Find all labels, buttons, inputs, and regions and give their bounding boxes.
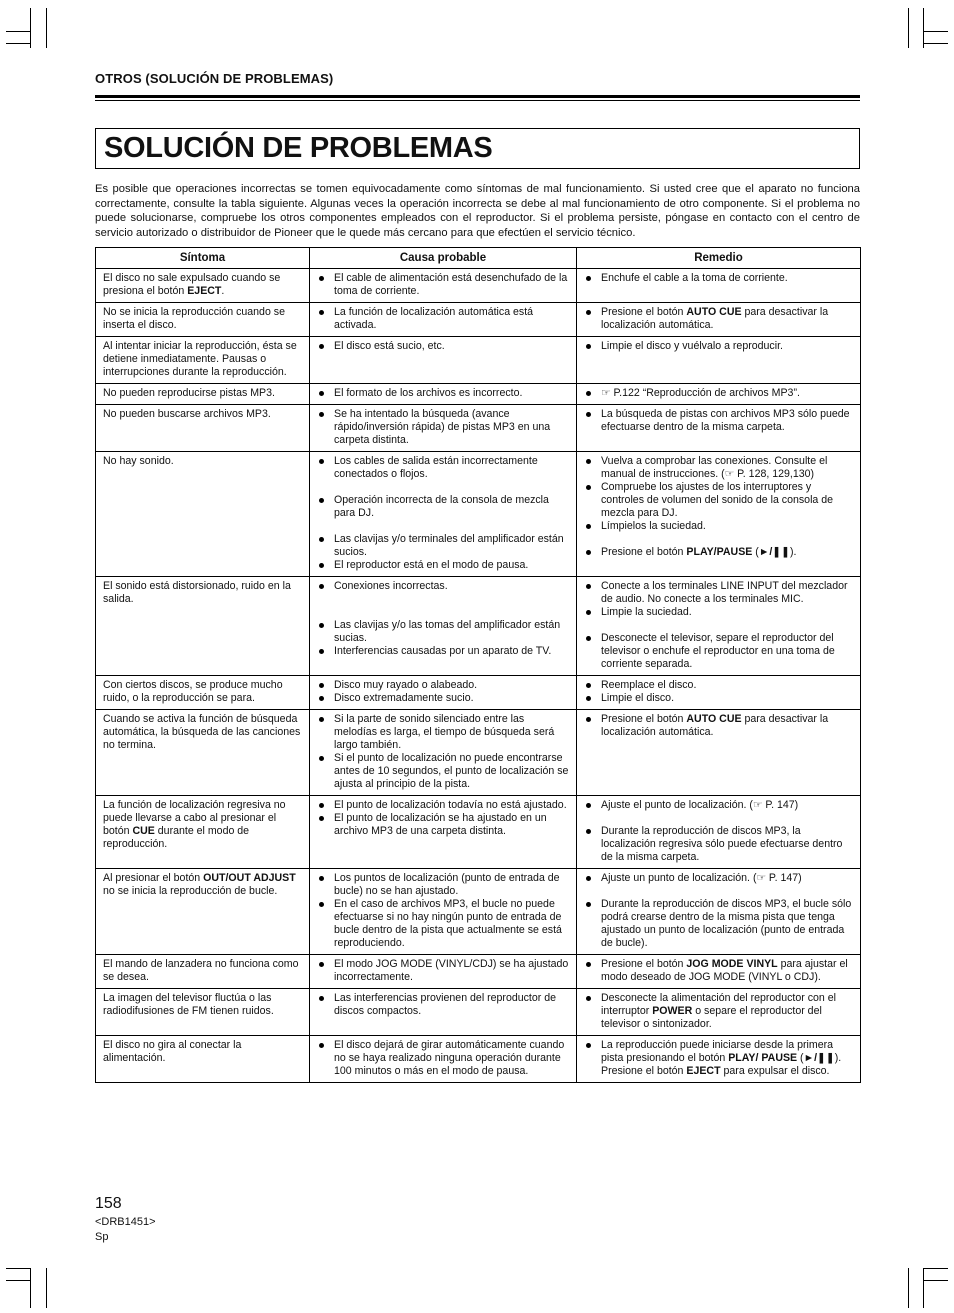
bold-text: PLAY/ PAUSE xyxy=(728,1052,798,1064)
cause-item xyxy=(317,408,570,447)
remedy-item xyxy=(584,799,854,812)
text-segment: El disco no gira al conectar la alimentación. xyxy=(103,1039,242,1064)
bold-text: POWER xyxy=(652,1005,693,1017)
remedy-item xyxy=(584,580,854,606)
crop-mark xyxy=(30,8,31,48)
text-segment: Enchufe el cable a la toma de corriente. xyxy=(601,272,788,284)
intro-paragraph: Es posible que operaciones incorrectas se tomen equivocadamente como síntomas de mal funcionamiento. Si usted cree que el aparato no funciona correctamente, consulte la tabla siguiente. Algunas veces la operación incorrecta se debe al mal funcionamiento de otro componente. Si el problema no puede solucionarse, compruebe los otros componentes empleados con el reproductor. Si el problema persiste, póngase en contacto con el centro de servicio autorizado o distribuidor de Pioneer que le quede más cercano para que efectúen el servicio técnico. xyxy=(95,183,860,239)
text-segment: Disco muy rayado o alabeado. xyxy=(334,679,478,691)
remedy-cell xyxy=(577,269,861,303)
cause-item xyxy=(317,958,570,984)
remedy-item xyxy=(584,958,854,984)
text-segment: El reproductor está en el modo de pausa. xyxy=(334,559,529,571)
text-segment: Operación incorrecta de la consola de mezcla para DJ. xyxy=(334,494,549,519)
cause-item xyxy=(317,306,570,332)
cause-list xyxy=(317,872,570,950)
cause-cell xyxy=(310,989,577,1036)
remedy-list xyxy=(584,387,854,400)
text-segment: para desactivar la localización automática. xyxy=(601,306,829,331)
cause-list xyxy=(317,580,570,658)
remedy-list xyxy=(584,799,854,864)
text-segment: No pueden buscarse archivos MP3. xyxy=(103,408,271,420)
remedy-list xyxy=(584,1039,854,1078)
text-segment: Al presionar el botón xyxy=(103,872,204,884)
table-row xyxy=(96,303,861,337)
text-segment: Ajuste el punto de localización. (☞ P. 147) xyxy=(601,799,799,811)
remedy-item xyxy=(584,340,854,353)
table-row xyxy=(96,269,861,303)
cause-cell xyxy=(310,577,577,676)
text-segment: Desconecte la alimentación del reproductor con el interruptor xyxy=(601,992,836,1017)
table-row xyxy=(96,796,861,869)
table-body xyxy=(96,269,861,1083)
text-segment: Compruebe los ajustes de los interruptores y controles de volumen del sonido de la consola de mezcla para DJ. xyxy=(601,481,834,519)
remedy-item xyxy=(584,992,854,1031)
cause-cell xyxy=(310,384,577,405)
text-segment: La reproducción puede iniciarse desde la primera pista presionando el botón xyxy=(601,1039,834,1064)
symptom-cell xyxy=(96,577,310,676)
crop-mark xyxy=(908,1268,909,1308)
table-header-row xyxy=(96,248,861,269)
remedy-item xyxy=(584,520,854,533)
bold-text: PLAY/PAUSE xyxy=(686,546,753,558)
remedy-cell xyxy=(577,303,861,337)
bold-text: OUT/OUT ADJUST xyxy=(203,872,296,884)
text-segment: ( xyxy=(752,546,759,558)
crop-mark xyxy=(923,1268,924,1308)
bold-text: JOG MODE VINYL xyxy=(686,958,778,970)
cause-item xyxy=(317,533,570,559)
text-segment: Ajuste un punto de localización. (☞ P. 147) xyxy=(601,872,802,884)
symptom-cell xyxy=(96,710,310,796)
remedy-item xyxy=(584,632,854,671)
cause-item xyxy=(317,494,570,520)
remedy-item xyxy=(584,481,854,520)
symptom-cell xyxy=(96,676,310,710)
remedy-item xyxy=(584,872,854,885)
text-segment: Si la parte de sonido silenciado entre las melodías es larga, el tiempo de búsqueda será largo también. xyxy=(334,713,555,751)
document-code: <DRB1451> xyxy=(95,1216,156,1228)
text-segment: Si el punto de localización no puede encontrarse antes de 10 segundos, el punto de localización se ajusta al principio de la pista. xyxy=(334,752,569,790)
cause-item xyxy=(317,872,570,898)
cause-item xyxy=(317,619,570,645)
cause-item xyxy=(317,992,570,1018)
cause-item xyxy=(317,1039,570,1078)
column-header-symptom: Síntoma xyxy=(96,248,310,269)
remedy-list xyxy=(584,992,854,1031)
crop-mark xyxy=(6,1268,30,1269)
cause-item xyxy=(317,898,570,950)
bold-text: AUTO CUE xyxy=(686,306,742,318)
text-segment: El disco está sucio, etc. xyxy=(334,340,445,352)
remedy-item xyxy=(584,825,854,864)
remedy-item xyxy=(584,692,854,705)
remedy-list xyxy=(584,455,854,559)
text-segment: Presione el botón xyxy=(601,306,687,318)
text-segment: durante el modo de reproducción. xyxy=(103,825,250,850)
cause-list xyxy=(317,272,570,298)
text-segment: El disco dejará de girar automáticamente cuando no se haya realizado ninguna operación durante 100 minutos o más en el modo de pausa. xyxy=(334,1039,565,1077)
text-segment: No se inicia la reproducción cuando se inserta el disco. xyxy=(103,306,285,331)
remedy-cell xyxy=(577,384,861,405)
text-segment: Límpielos la suciedad. xyxy=(601,520,706,532)
remedy-list xyxy=(584,958,854,984)
remedy-item xyxy=(584,898,854,950)
symptom-cell xyxy=(96,384,310,405)
cause-item xyxy=(317,272,570,298)
remedy-cell xyxy=(577,405,861,452)
crop-mark xyxy=(46,1268,47,1308)
remedy-item xyxy=(584,272,854,285)
language-code: Sp xyxy=(95,1231,109,1243)
text-segment: Con ciertos discos, se produce mucho ruido, o la reproducción se para. xyxy=(103,679,283,704)
remedy-item xyxy=(584,713,854,739)
text-segment: ☞ P.122 “Reproducción de archivos MP3”. xyxy=(601,387,800,399)
cause-item xyxy=(317,692,570,705)
cause-list xyxy=(317,340,570,353)
cause-list xyxy=(317,958,570,984)
cause-cell xyxy=(310,405,577,452)
cause-item xyxy=(317,580,570,593)
crop-mark xyxy=(908,8,909,48)
text-segment: El mando de lanzadera no funciona como se desea. xyxy=(103,958,299,983)
remedy-list xyxy=(584,679,854,705)
text-segment: no se inicia la reproducción de bucle. xyxy=(103,885,278,897)
text-segment: Durante la reproducción de discos MP3, la localización regresiva sólo puede efectuarse dentro de la misma carpeta. xyxy=(601,825,843,863)
remedy-item xyxy=(584,455,854,481)
text-segment: Limpie la suciedad. xyxy=(601,606,692,618)
bold-text: EJECT xyxy=(187,285,222,297)
cause-cell xyxy=(310,1036,577,1083)
text-segment: ). xyxy=(790,546,797,558)
column-header-remedy: Remedio xyxy=(577,248,861,269)
symptom-cell xyxy=(96,405,310,452)
remedy-cell xyxy=(577,452,861,577)
crop-mark xyxy=(924,43,948,44)
text-segment: La función de localización automática está activada. xyxy=(334,306,534,331)
crop-mark xyxy=(46,8,47,48)
text-segment: Las clavijas y/o terminales del amplificador están sucios. xyxy=(334,533,564,558)
cause-cell xyxy=(310,337,577,384)
text-segment: Las clavijas y/o las tomas del amplificador están sucias. xyxy=(334,619,561,644)
remedy-item xyxy=(584,408,854,434)
cause-list xyxy=(317,408,570,447)
cause-item xyxy=(317,340,570,353)
cause-list xyxy=(317,1039,570,1078)
page-title-box xyxy=(95,128,860,169)
table-row xyxy=(96,405,861,452)
symptom-cell xyxy=(96,452,310,577)
bold-text: CUE xyxy=(132,825,155,837)
cause-cell xyxy=(310,676,577,710)
troubleshooting-table xyxy=(95,247,861,1083)
text-segment: ( xyxy=(797,1052,804,1064)
symptom-cell xyxy=(96,1036,310,1083)
table-row xyxy=(96,955,861,989)
text-segment: Disco extremadamente sucio. xyxy=(334,692,474,704)
cause-list xyxy=(317,455,570,572)
cause-list xyxy=(317,387,570,400)
table-row xyxy=(96,710,861,796)
text-segment: La imagen del televisor fluctúa o las radiodifusiones de FM tienen ruidos. xyxy=(103,992,274,1017)
bold-text: AUTO CUE xyxy=(686,713,742,725)
cause-item xyxy=(317,559,570,572)
text-segment: El disco no sale expulsado cuando se presiona el botón xyxy=(103,272,281,297)
cause-item xyxy=(317,752,570,791)
remedy-list xyxy=(584,872,854,950)
text-segment: El sonido está distorsionado, ruido en la salida. xyxy=(103,580,291,605)
text-segment: Presione el botón xyxy=(601,958,687,970)
cause-list xyxy=(317,306,570,332)
remedy-list xyxy=(584,713,854,739)
table-row xyxy=(96,676,861,710)
crop-mark xyxy=(6,43,30,44)
text-segment: Presione el botón xyxy=(601,546,687,558)
cause-item xyxy=(317,812,570,838)
table-row xyxy=(96,1036,861,1083)
remedy-item xyxy=(584,546,854,559)
cause-cell xyxy=(310,796,577,869)
symptom-cell xyxy=(96,796,310,869)
text-segment: No pueden reproducirse pistas MP3. xyxy=(103,387,275,399)
column-header-cause: Causa probable xyxy=(310,248,577,269)
text-segment: Limpie el disco y vuélvalo a reproducir. xyxy=(601,340,783,352)
remedy-cell xyxy=(577,955,861,989)
text-segment: para desactivar la localización automática. xyxy=(601,713,829,738)
header-rule-thin xyxy=(95,100,860,101)
symptom-cell xyxy=(96,269,310,303)
crop-mark xyxy=(6,1280,30,1281)
table-row xyxy=(96,452,861,577)
symptom-cell xyxy=(96,955,310,989)
text-segment: Reemplace el disco. xyxy=(601,679,697,691)
page-number: 158 xyxy=(95,1195,122,1212)
text-segment: Limpie el disco. xyxy=(601,692,675,704)
remedy-item xyxy=(584,306,854,332)
cause-cell xyxy=(310,269,577,303)
text-segment: El punto de localización se ha ajustado en un archivo MP3 de una carpeta distinta. xyxy=(334,812,547,837)
text-segment: Conexiones incorrectas. xyxy=(334,580,448,592)
text-segment: Las interferencias provienen del reproductor de discos compactos. xyxy=(334,992,557,1017)
text-segment: Desconecte el televisor, separe el reproductor del televisor o enchufe el reproductor en una toma de corriente separada. xyxy=(601,632,835,670)
text-segment: El modo JOG MODE (VINYL/CDJ) se ha ajustado incorrectamente. xyxy=(334,958,569,983)
cause-item xyxy=(317,679,570,692)
text-segment: La búsqueda de pistas con archivos MP3 sólo puede efectuarse dentro de la misma carpeta. xyxy=(601,408,850,433)
text-segment: Los puntos de localización (punto de entrada de bucle) no se han ajustado. xyxy=(334,872,560,897)
text-segment: Presione el botón xyxy=(601,713,687,725)
remedy-cell xyxy=(577,989,861,1036)
text-segment: Durante la reproducción de discos MP3, el bucle sólo podrá crearse dentro de la misma pista que tenga ajustado un punto de localización (punto de entrada de bucle). xyxy=(601,898,852,949)
remedy-list xyxy=(584,580,854,671)
symptom-cell xyxy=(96,303,310,337)
symptom-cell xyxy=(96,989,310,1036)
text-segment: ). Presione el botón xyxy=(601,1052,842,1077)
bold-text: ►/❚❚ xyxy=(803,1052,835,1064)
text-segment: El punto de localización todavía no está ajustado. xyxy=(334,799,567,811)
remedy-list xyxy=(584,408,854,434)
cause-item xyxy=(317,799,570,812)
remedy-cell xyxy=(577,710,861,796)
text-segment: . xyxy=(221,285,225,297)
remedy-item xyxy=(584,387,854,400)
remedy-cell xyxy=(577,577,861,676)
remedy-list xyxy=(584,272,854,285)
section-header: OTROS (SOLUCIÓN DE PROBLEMAS) xyxy=(95,71,334,86)
remedy-cell xyxy=(577,1036,861,1083)
remedy-item xyxy=(584,1039,854,1078)
cause-list xyxy=(317,679,570,705)
crop-mark xyxy=(924,31,948,32)
crop-mark xyxy=(6,31,30,32)
text-segment: El formato de los archivos es incorrecto. xyxy=(334,387,523,399)
remedy-item xyxy=(584,606,854,619)
text-segment: Interferencias causadas por un aparato de TV. xyxy=(334,645,552,657)
cause-list xyxy=(317,992,570,1018)
crop-mark xyxy=(923,8,924,48)
cause-cell xyxy=(310,955,577,989)
cause-item xyxy=(317,455,570,481)
cause-item xyxy=(317,713,570,752)
text-segment: Cuando se activa la función de búsqueda automática, la búsqueda de las canciones no termina. xyxy=(103,713,301,751)
header-rule-thick xyxy=(95,95,860,98)
cause-item xyxy=(317,645,570,658)
remedy-cell xyxy=(577,796,861,869)
table-row xyxy=(96,384,861,405)
crop-mark xyxy=(924,1268,948,1269)
bold-text: ►/❚❚ xyxy=(758,546,791,558)
table-row xyxy=(96,577,861,676)
remedy-list xyxy=(584,340,854,353)
bold-text: EJECT xyxy=(686,1065,721,1077)
cause-item xyxy=(317,387,570,400)
symptom-cell xyxy=(96,869,310,955)
cause-list xyxy=(317,713,570,791)
text-segment: Conecte a los terminales LINE INPUT del mezclador de audio. No conecte a los terminales MIC. xyxy=(601,580,848,605)
table-row xyxy=(96,337,861,384)
text-segment: para ajustar el modo deseado de JOG MODE (VINYL o CDJ). xyxy=(601,958,848,983)
page-title: SOLUCIÓN DE PROBLEMAS xyxy=(104,132,493,164)
crop-mark xyxy=(924,1280,948,1281)
remedy-cell xyxy=(577,676,861,710)
cause-list xyxy=(317,799,570,838)
text-segment: o separe el reproductor del televisor o sintonizador. xyxy=(601,1005,822,1030)
crop-mark xyxy=(30,1268,31,1308)
table-row xyxy=(96,869,861,955)
table-row xyxy=(96,989,861,1036)
remedy-item xyxy=(584,679,854,692)
text-segment: Se ha intentado la búsqueda (avance rápido/inversión rápida) de pistas MP3 en una carpeta distinta. xyxy=(334,408,551,446)
text-segment: Vuelva a comprobar las conexiones. Consulte el manual de instrucciones. (☞ P. 128, 129,130) xyxy=(601,455,828,480)
cause-cell xyxy=(310,303,577,337)
text-segment: La función de localización regresiva no puede llevarse a cabo al presionar el botón xyxy=(103,799,286,837)
text-segment: No hay sonido. xyxy=(103,455,174,467)
remedy-cell xyxy=(577,337,861,384)
text-segment: En el caso de archivos MP3, el bucle no puede efectuarse si no hay ningún punto de entrada de bucle dentro de la pista que actualmente se está reproduciendo. xyxy=(334,898,562,949)
text-segment: para expulsar el disco. xyxy=(720,1065,830,1077)
cause-cell xyxy=(310,869,577,955)
cause-cell xyxy=(310,710,577,796)
symptom-cell xyxy=(96,337,310,384)
text-segment: Al intentar iniciar la reproducción, ésta se detiene inmediatamente. Pausas o interrupciones durante la reproducción. xyxy=(103,340,297,378)
text-segment: Los cables de salida están incorrectamente conectados o flojos. xyxy=(334,455,538,480)
text-segment: El cable de alimentación está desenchufado de la toma de corriente. xyxy=(334,272,568,297)
remedy-cell xyxy=(577,869,861,955)
cause-cell xyxy=(310,452,577,577)
remedy-list xyxy=(584,306,854,332)
